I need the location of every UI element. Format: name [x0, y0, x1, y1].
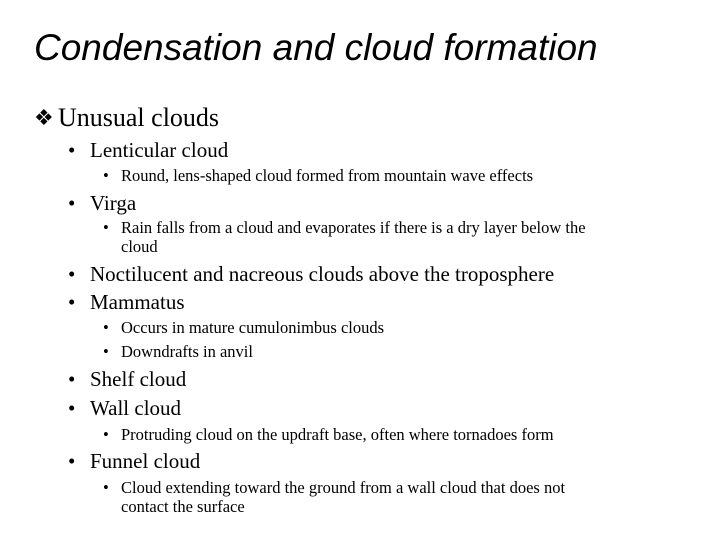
bullet-dot-icon: •	[103, 318, 109, 337]
bullet-dot-icon: •	[68, 290, 76, 314]
slide-title: Condensation and cloud formation	[34, 27, 598, 68]
sub-bullet-virga-continued: cloud	[121, 237, 158, 256]
bullet-lenticular: • Lenticular cloud	[68, 138, 229, 162]
bullet-funnel-cloud: • Funnel cloud	[68, 449, 201, 473]
bullet-dot-icon: •	[68, 262, 76, 286]
bullet-wall-cloud: • Wall cloud	[68, 396, 182, 420]
sub-bullet-virga: • Rain falls from a cloud and evaporates if there is a dry layer below the	[103, 218, 586, 237]
bullet-dot-icon: •	[103, 425, 109, 444]
bullet-virga: • Virga	[68, 191, 137, 215]
bullet-dot-icon: •	[103, 478, 109, 497]
bullet-shelf-cloud: • Shelf cloud	[68, 367, 187, 391]
bullet-dot-icon: •	[103, 342, 109, 361]
sub-bullet-mammatus-2: • Downdrafts in anvil	[103, 342, 253, 361]
bullet-dot-icon: •	[103, 218, 109, 237]
bullet-dot-icon: •	[68, 396, 76, 420]
sub-bullet-funnel-cloud-continued: contact the surface	[121, 497, 245, 516]
bullet-dot-icon: •	[68, 138, 76, 162]
sub-bullet-lenticular: • Round, lens-shaped cloud formed from mountain wave effects	[103, 166, 534, 185]
diamond-bullet-icon: ❖	[34, 105, 54, 130]
bullet-dot-icon: •	[68, 449, 76, 473]
bullet-noctilucent: • Noctilucent and nacreous clouds above the troposphere	[68, 262, 555, 286]
bullet-mammatus: • Mammatus	[68, 290, 185, 314]
section-heading-text: Unusual clouds	[58, 103, 220, 132]
bullet-dot-icon: •	[68, 191, 76, 215]
bullet-dot-icon: •	[103, 166, 109, 185]
sub-bullet-wall-cloud: • Protruding cloud on the updraft base, often where tornadoes form	[103, 425, 554, 444]
sub-bullet-funnel-cloud: • Cloud extending toward the ground from a wall cloud that does not	[103, 478, 566, 497]
sub-bullet-mammatus-1: • Occurs in mature cumulonimbus clouds	[103, 318, 385, 337]
section-heading	[34, 103, 219, 133]
bullet-dot-icon: •	[68, 367, 76, 391]
